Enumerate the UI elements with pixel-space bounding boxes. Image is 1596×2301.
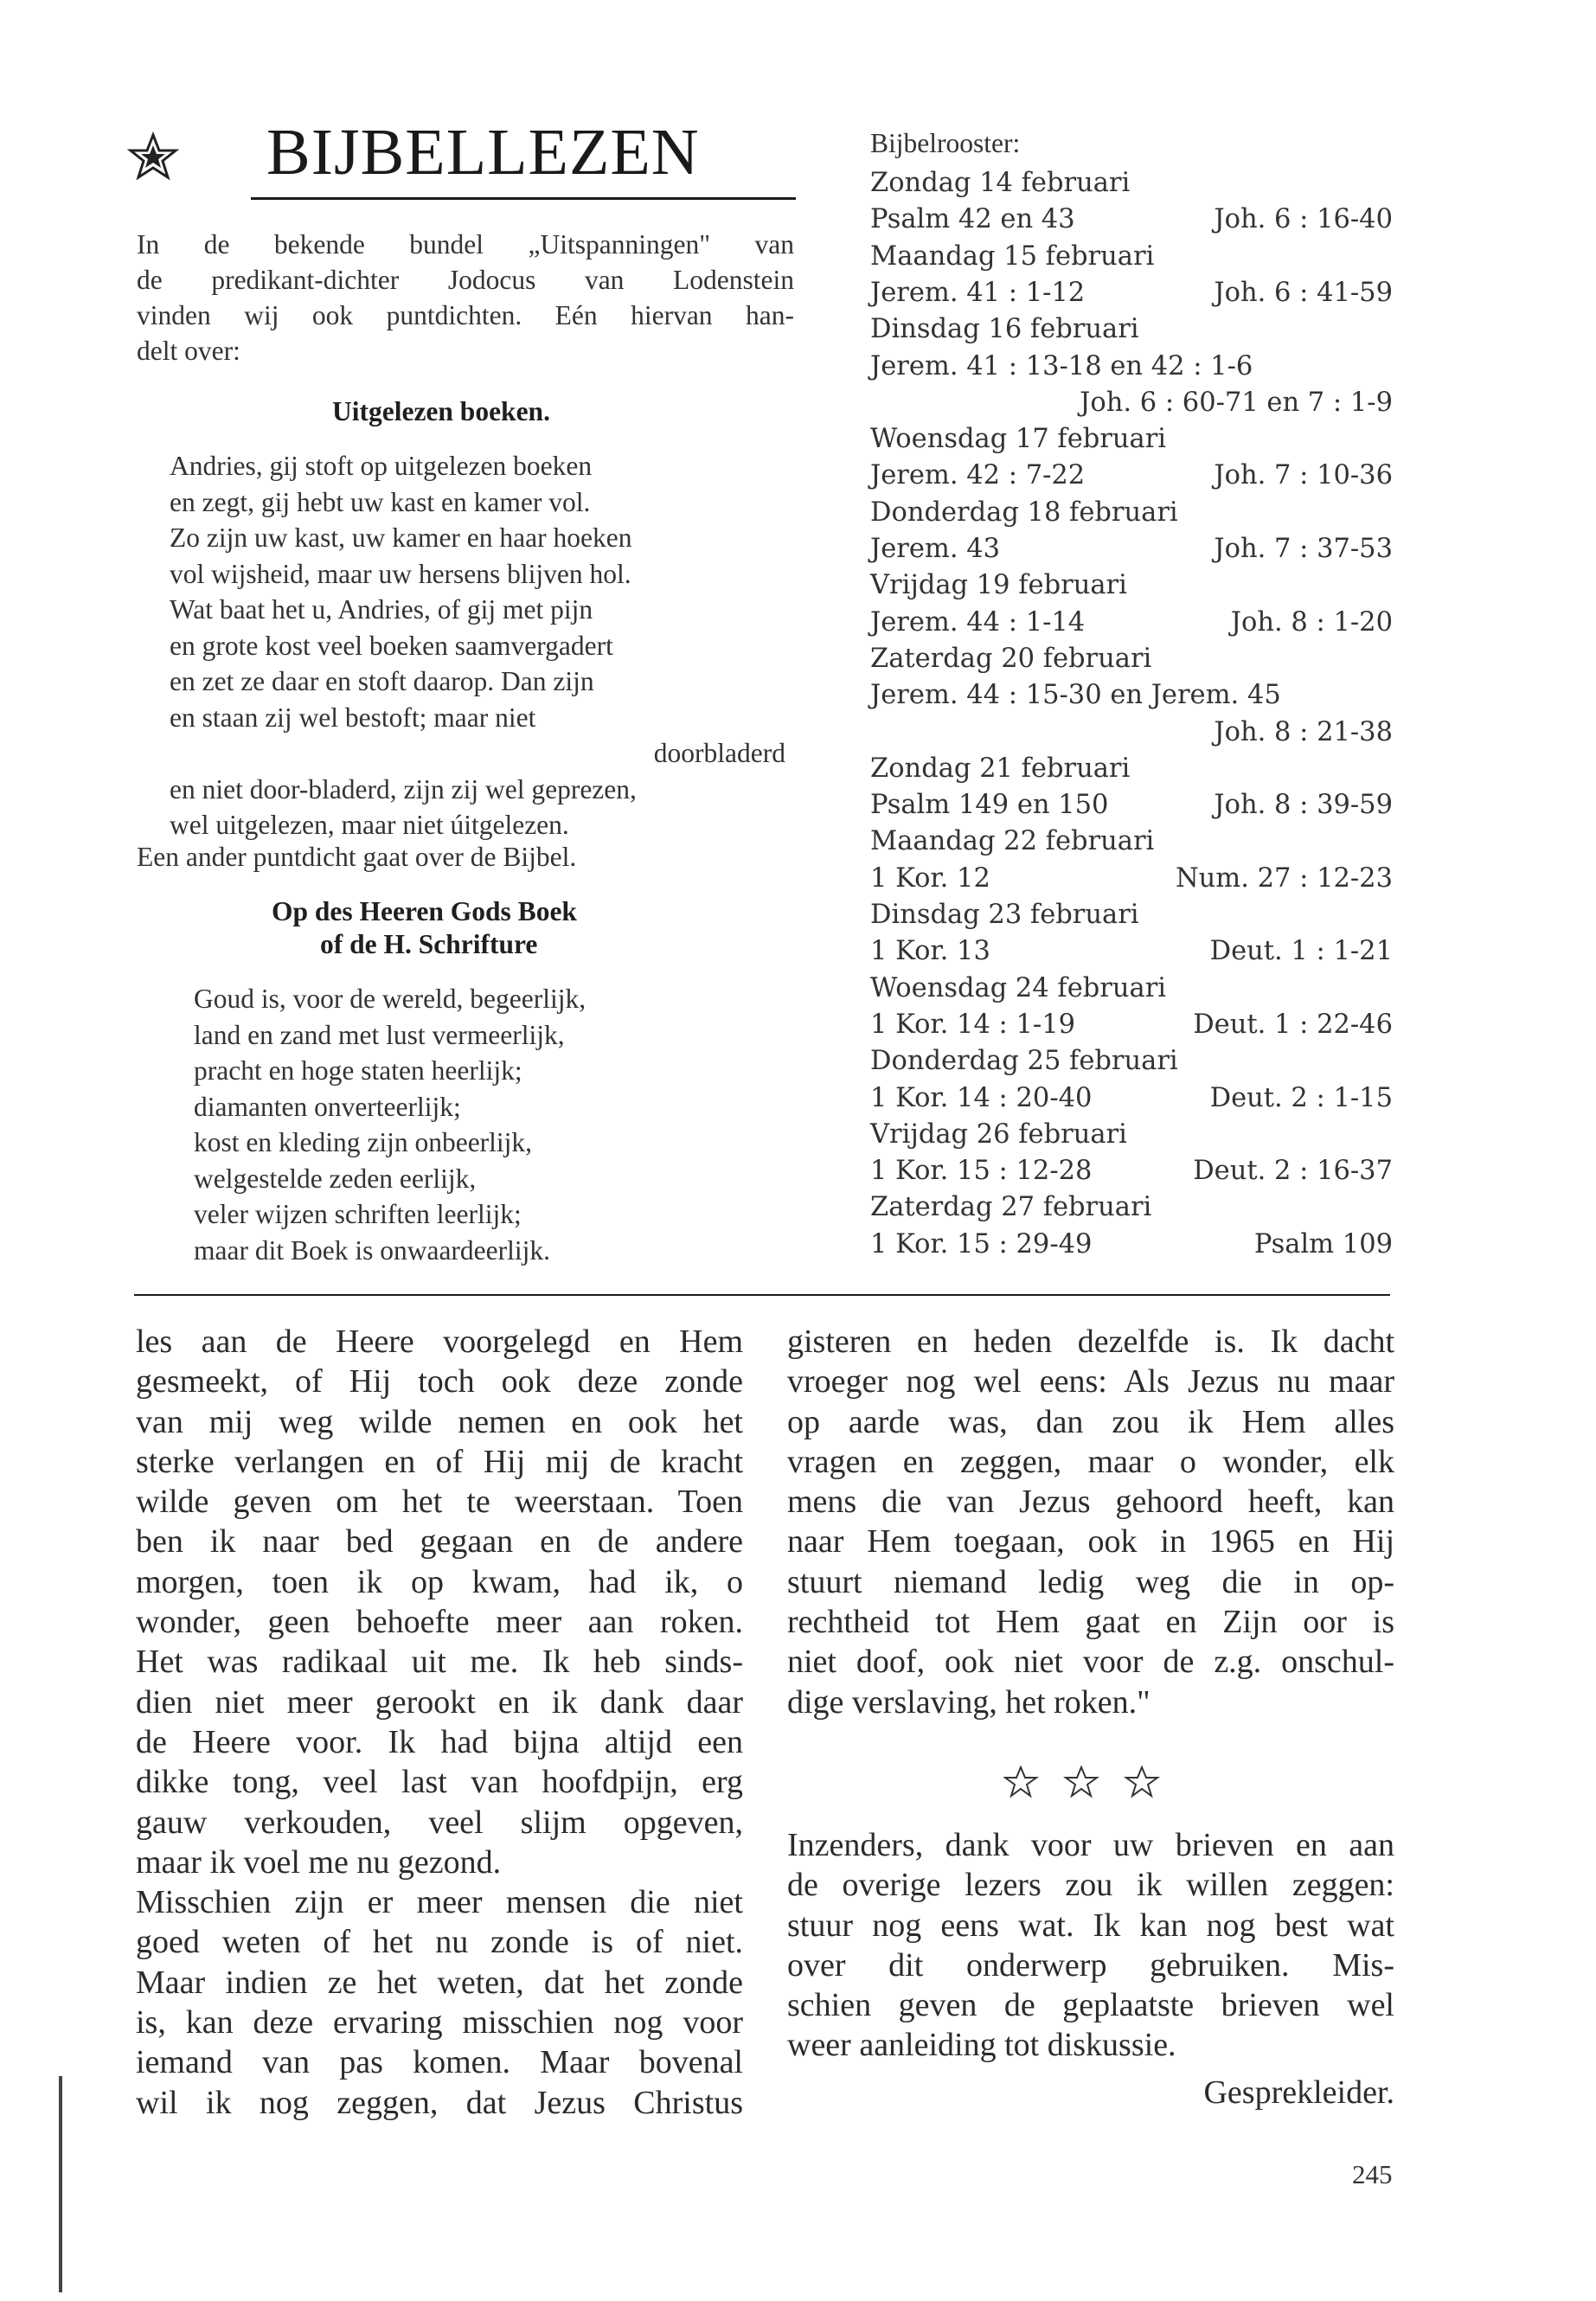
letter-line: wil ik nog zeggen, dat Jezus Christus [136, 2084, 743, 2121]
schedule-row [870, 790, 1393, 826]
schedule-row [870, 570, 1393, 606]
schedule-reading: 1 Kor. 14 : 1-19 [870, 1009, 1076, 1040]
schedule-reading: Zondag 14 februari [870, 168, 1131, 198]
schedule-row [870, 497, 1393, 534]
schedule-reading: Maandag 22 februari [870, 826, 1155, 857]
poem-line: en staan zij wel bestoft; maar niet [170, 702, 536, 733]
poem-line: welgestelde zeden eerlijk, [194, 1163, 477, 1194]
closing-note [787, 1825, 1394, 2112]
schedule-title: Bijbelrooster: [870, 128, 1021, 158]
schedule-row [870, 717, 1393, 753]
schedule-row [870, 826, 1393, 862]
letter-line: dige verslaving, het roken." [787, 1683, 1151, 1721]
letter-line: maar ik voel me nu gezond. [136, 1843, 502, 1881]
intro-line: In de bekende bundel „Uitspanningen" van [137, 229, 794, 260]
intro-line: delt over: [137, 336, 240, 366]
title-underline [251, 197, 796, 200]
schedule-reading: Vrijdag 19 februari [870, 570, 1127, 601]
schedule-row [870, 278, 1393, 314]
schedule-row [870, 168, 1393, 204]
schedule-row [870, 1083, 1393, 1119]
poem-line: en zegt, gij hebt uw kast en kamer vol. [170, 486, 591, 517]
letter-line: gisteren en heden dezelfde is. Ik dacht [787, 1324, 1394, 1360]
schedule-row [870, 753, 1393, 790]
letter-line: is, kan deze ervaring misschien nog voor [136, 2004, 743, 2041]
letter-line: wonder, geen behoefte meer aan roken. [136, 1604, 743, 1641]
poem-line: doorbladerd [653, 738, 785, 768]
schedule-reading: 1 Kor. 14 : 20-40 [870, 1082, 1093, 1113]
schedule-reading: Jerem. 43 [870, 534, 1001, 564]
schedule-reading: Woensdag 24 februari [870, 972, 1167, 1003]
schedule-reading: Jerem. 42 : 7-22 [870, 460, 1086, 491]
intro-line: vinden wij ook puntdichten. Eén hiervan han- [137, 300, 794, 330]
schedule-reading: 1 Kor. 15 : 12-28 [870, 1156, 1093, 1187]
schedule-reading: Zaterdag 20 februari [870, 643, 1152, 674]
letter-line: iemand van pas komen. Maar bovenal [136, 2044, 743, 2081]
schedule-reading-right: Deut. 2 : 1-15 [1209, 1082, 1393, 1113]
note-line: schien geven de geplaatste brieven wel [787, 1987, 1394, 2024]
poem-line: Wat baat het u, Andries, of gij met pijn [170, 594, 593, 625]
schedule-row [870, 460, 1393, 497]
poem2-heading-2: of de H. Schrifture [320, 929, 538, 959]
page-title: BIJBELLEZEN [266, 116, 700, 189]
schedule-reading: Jerem. 44 : 15-30 en Jerem. 45 [870, 680, 1281, 711]
schedule-row [870, 900, 1393, 936]
note-line: weer aanleiding tot diskussie. [787, 2027, 1176, 2064]
schedule-reading: Donderdag 18 februari [870, 497, 1178, 528]
schedule-reading-right: Deut. 1 : 1-21 [1209, 936, 1393, 967]
poem-line: Zo zijn uw kast, uw kamer en haar hoeken [170, 522, 632, 553]
schedule-reading-right: Joh. 8 : 21-38 [1214, 716, 1393, 747]
schedule-reading-right: Joh. 6 : 41-59 [1214, 277, 1393, 308]
letter-line: les aan de Heere voorgelegd en Hem [136, 1324, 743, 1360]
letter-line: op aarde was, dan zou ik Hem alles [787, 1403, 1394, 1440]
schedule-reading-right: Num. 27 : 12-23 [1175, 862, 1393, 894]
schedule-row [870, 973, 1393, 1009]
schedule-row [870, 680, 1393, 716]
letter-line: naar Hem toegaan, ook in 1965 en Hij [787, 1523, 1394, 1561]
schedule-reading: Dinsdag 23 februari [870, 900, 1139, 930]
poem-line: en grote kost veel boeken saamvergadert [170, 630, 613, 661]
schedule-reading: Maandag 15 februari [870, 240, 1155, 272]
poem2 [194, 981, 799, 1268]
poem-line: maar dit Boek is onwaardeerlijk. [194, 1234, 550, 1266]
signature: Gesprekleider. [1203, 2073, 1394, 2111]
schedule-row [870, 1009, 1393, 1046]
letter-line: gauw verkouden, veel slijm opgeven, [136, 1804, 743, 1841]
schedule-reading: Psalm 42 en 43 [870, 204, 1075, 235]
star-ornament-icon [127, 131, 179, 183]
three-stars-icon [1003, 1765, 1176, 1799]
letter-line: mens die van Jezus gehoord heeft, kan [787, 1484, 1394, 1521]
schedule-row [870, 204, 1393, 240]
schedule-row [870, 534, 1393, 570]
letter-line: sterke verlangen en of Hij mij de kracht [136, 1443, 743, 1480]
letter-line: rechtheid tot Hem gaat en Zijn oor is [787, 1604, 1394, 1641]
poem-line: pracht en hoge staten heerlijk; [194, 1055, 522, 1086]
schedule-row [870, 1192, 1393, 1228]
schedule-reading: Jerem. 41 : 13-18 en 42 : 1-6 [870, 350, 1253, 381]
poem-line: en niet door-bladerd, zijn zij wel geprezen, [170, 773, 637, 804]
note-line: over dit onderwerp gebruiken. Mis- [787, 1946, 1394, 1984]
note-line: de overige lezers zou ik willen zeggen: [787, 1867, 1394, 1904]
schedule-reading: Woensdag 17 februari [870, 424, 1167, 455]
poem-line: Andries, gij stoft op uitgelezen boeken [170, 451, 593, 481]
schedule-reading-right: Joh. 7 : 10-36 [1214, 460, 1393, 491]
poem2-heading-1: Op des Heeren Gods Boek [272, 896, 577, 926]
letter-line: vragen en zeggen, maar o wonder, elk [787, 1443, 1394, 1480]
schedule-row [870, 314, 1393, 350]
schedule-reading-right: Joh. 7 : 37-53 [1214, 534, 1393, 564]
letter-line: gesmeekt, of Hij toch ook deze zonde [136, 1363, 743, 1400]
letter-line: de Heere voor. Ik had bijna altijd een [136, 1723, 743, 1760]
poem1 [170, 448, 796, 843]
schedule-reading-right: Joh. 6 : 16-40 [1214, 204, 1393, 235]
letter-line: goed weten of het nu zonde is of niet. [136, 1924, 743, 1961]
schedule-reading: 1 Kor. 15 : 29-49 [870, 1228, 1093, 1259]
schedule-row [870, 607, 1393, 644]
poem-line: diamanten onverteerlijk; [194, 1091, 461, 1122]
letter-line: ben ik naar bed gegaan en de andere [136, 1523, 743, 1561]
schedule-reading: Zondag 21 februari [870, 753, 1131, 784]
schedule-row [870, 1229, 1393, 1266]
poem1-heading: Uitgelezen boeken. [332, 396, 550, 426]
poem-line: land en zand met lust vermeerlijk, [194, 1019, 565, 1050]
schedule-reading-right: Deut. 2 : 16-37 [1193, 1156, 1393, 1187]
letter-line: stuurt niemand ledig weg die in op- [787, 1563, 1394, 1600]
note-line: stuur nog eens wat. Ik kan nog best wat [787, 1907, 1394, 1944]
schedule-row [870, 1119, 1393, 1156]
schedule-reading: 1 Kor. 13 [870, 936, 990, 967]
schedule-reading-right: Joh. 8 : 1-20 [1230, 606, 1393, 638]
schedule-row [870, 241, 1393, 278]
schedule-row [870, 424, 1393, 460]
schedule-row [870, 936, 1393, 972]
letter-line: wilde geven om het te weerstaan. Toen [136, 1484, 743, 1521]
letter-line: dien niet meer gerookt en ik dank daar [136, 1683, 743, 1721]
schedule-row [870, 388, 1393, 424]
schedule-reading-right: Psalm 109 [1253, 1228, 1393, 1259]
schedule-row [870, 1156, 1393, 1192]
schedule-reading-right: Joh. 6 : 60-71 en 7 : 1-9 [1080, 387, 1393, 418]
letter-line: niet doof, ook niet voor de z.g. onschul- [787, 1644, 1394, 1681]
schedule-reading: Jerem. 41 : 1-12 [870, 277, 1086, 308]
intro-line: de predikant-dichter Jodocus van Lodenstein [137, 265, 794, 295]
letter-left-column [136, 1322, 743, 2123]
letter-line: morgen, toen ik op kwam, had ik, o [136, 1563, 743, 1600]
scan-edge-line [59, 2076, 62, 2292]
schedule-row [870, 644, 1393, 680]
letter-right-column [787, 1322, 1394, 1722]
poem-line: veler wijzen schriften leerlijk; [194, 1199, 522, 1229]
poem-line: vol wijsheid, maar uw hersens blijven hol. [170, 558, 631, 589]
schedule-reading-right: Joh. 8 : 39-59 [1214, 790, 1393, 821]
letter-line: Misschien zijn er meer mensen die niet [136, 1884, 743, 1921]
schedule-reading: Donderdag 25 februari [870, 1046, 1178, 1077]
poem-line: wel uitgelezen, maar niet úitgelezen. [170, 810, 569, 840]
poem-line: en zet ze daar en stoft daarop. Dan zijn [170, 666, 594, 696]
schedule-reading: Vrijdag 26 februari [870, 1118, 1127, 1150]
note-line: Inzenders, dank voor uw brieven en aan [787, 1827, 1394, 1863]
schedule-reading: Psalm 149 en 150 [870, 790, 1109, 821]
letter-line: Het was radikaal uit me. Ik heb sinds- [136, 1644, 743, 1681]
section-divider [134, 1294, 1390, 1296]
schedule-reading: Jerem. 44 : 1-14 [870, 606, 1086, 638]
poem-line: kost en kleding zijn onbeerlijk, [194, 1127, 533, 1157]
poem-line: Goud is, voor de wereld, begeerlijk, [194, 984, 586, 1014]
schedule-reading: 1 Kor. 12 [870, 862, 990, 894]
bridge-sentence: Een ander puntdicht gaat over de Bijbel. [137, 842, 577, 872]
letter-line: Maar indien ze het weten, dat het zonde [136, 1964, 743, 2001]
schedule-reading: Dinsdag 16 februari [870, 314, 1139, 345]
letter-line: van mij weg wilde nemen en ook het [136, 1403, 743, 1440]
letter-line: dikke tong, veel last van hoofdpijn, erg [136, 1764, 743, 1801]
schedule-reading-right: Deut. 1 : 22-46 [1193, 1009, 1393, 1040]
schedule-row [870, 351, 1393, 388]
schedule-row [870, 863, 1393, 900]
page-number: 245 [1352, 2159, 1393, 2189]
schedule-row [870, 1046, 1393, 1082]
schedule-reading: Zaterdag 27 februari [870, 1192, 1152, 1223]
intro-paragraph [137, 227, 794, 369]
letter-line: vroeger nog wel eens: Als Jezus nu maar [787, 1363, 1394, 1400]
